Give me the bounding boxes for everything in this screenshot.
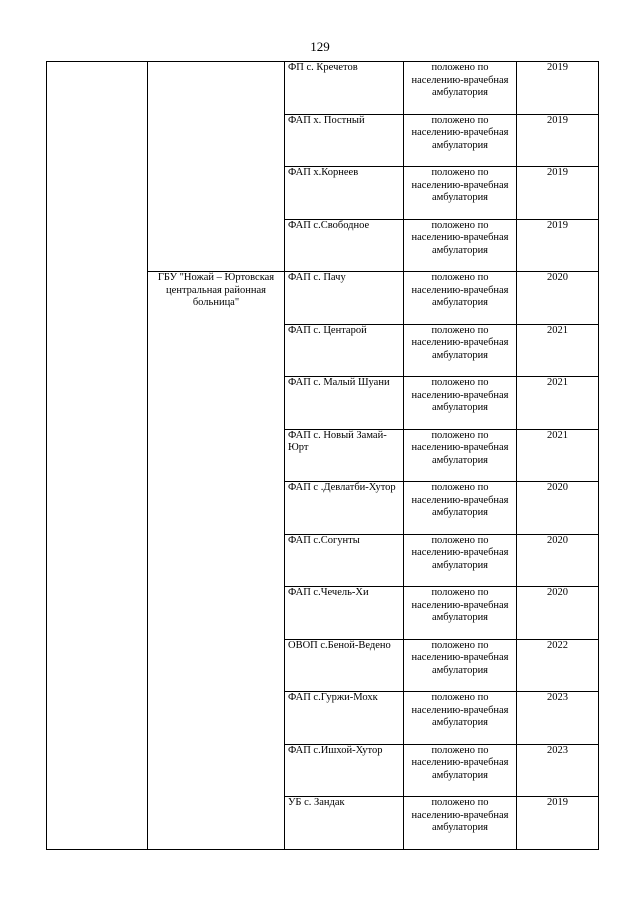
- basis-cell: положено по населению-врачебная амбулатория: [404, 639, 517, 692]
- facility-name: ФАП с.Чечель-Хи: [285, 587, 404, 640]
- basis-cell: положено по населению-врачебная амбулатория: [404, 429, 517, 482]
- page-number: 129: [310, 39, 330, 54]
- year-cell: 2019: [517, 167, 599, 220]
- basis-cell: положено по населению-врачебная амбулатория: [404, 324, 517, 377]
- basis-cell: положено по населению-врачебная амбулатория: [404, 482, 517, 535]
- year-cell: 2023: [517, 744, 599, 797]
- year-cell: 2019: [517, 797, 599, 850]
- basis-cell: положено по населению-врачебная амбулатория: [404, 534, 517, 587]
- facility-name: ФАП с. Пачу: [285, 272, 404, 325]
- year-cell: 2019: [517, 114, 599, 167]
- basis-cell: положено по населению-врачебная амбулатория: [404, 692, 517, 745]
- facility-name: ФАП с.Ишхой-Хутор: [285, 744, 404, 797]
- year-cell: 2019: [517, 62, 599, 115]
- facility-name: ОВОП с.Беной-Ведено: [285, 639, 404, 692]
- basis-cell: положено по населению-врачебная амбулатория: [404, 744, 517, 797]
- year-cell: 2020: [517, 587, 599, 640]
- organization-cell: ГБУ "Ножай – Юртовская центральная районная больница": [148, 272, 285, 850]
- basis-cell: положено по населению-врачебная амбулатория: [404, 377, 517, 430]
- year-cell: 2021: [517, 377, 599, 430]
- facility-name: ФП с. Кречетов: [285, 62, 404, 115]
- facility-name: ФАП х.Корнеев: [285, 167, 404, 220]
- facility-name: ФАП х. Постный: [285, 114, 404, 167]
- blank-cell: [47, 62, 148, 850]
- year-cell: 2019: [517, 219, 599, 272]
- basis-cell: положено по населению-врачебная амбулатория: [404, 797, 517, 850]
- basis-cell: положено по населению-врачебная амбулатория: [404, 272, 517, 325]
- basis-cell: положено по населению-врачебная амбулатория: [404, 62, 517, 115]
- facility-name: ФАП с. Центарой: [285, 324, 404, 377]
- table-row: [47, 62, 599, 115]
- year-cell: 2020: [517, 272, 599, 325]
- facility-table: [46, 61, 599, 850]
- year-cell: 2022: [517, 639, 599, 692]
- year-cell: 2020: [517, 482, 599, 535]
- blank-cell: [148, 62, 285, 272]
- facility-name: ФАП с. Новый Замай-Юрт: [285, 429, 404, 482]
- basis-cell: положено по населению-врачебная амбулатория: [404, 219, 517, 272]
- facility-name: ФАП с .Девлатби-Хутор: [285, 482, 404, 535]
- facility-name: ФАП с. Малый Шуани: [285, 377, 404, 430]
- year-cell: 2020: [517, 534, 599, 587]
- facility-name: УБ с. Зандак: [285, 797, 404, 850]
- year-cell: 2021: [517, 429, 599, 482]
- facility-name: ФАП с.Согунты: [285, 534, 404, 587]
- basis-cell: положено по населению-врачебная амбулатория: [404, 587, 517, 640]
- year-cell: 2023: [517, 692, 599, 745]
- year-cell: 2021: [517, 324, 599, 377]
- facility-name: ФАП с.Свободное: [285, 219, 404, 272]
- basis-cell: положено по населению-врачебная амбулатория: [404, 167, 517, 220]
- basis-cell: положено по населению-врачебная амбулатория: [404, 114, 517, 167]
- facility-name: ФАП с.Гуржи-Мохк: [285, 692, 404, 745]
